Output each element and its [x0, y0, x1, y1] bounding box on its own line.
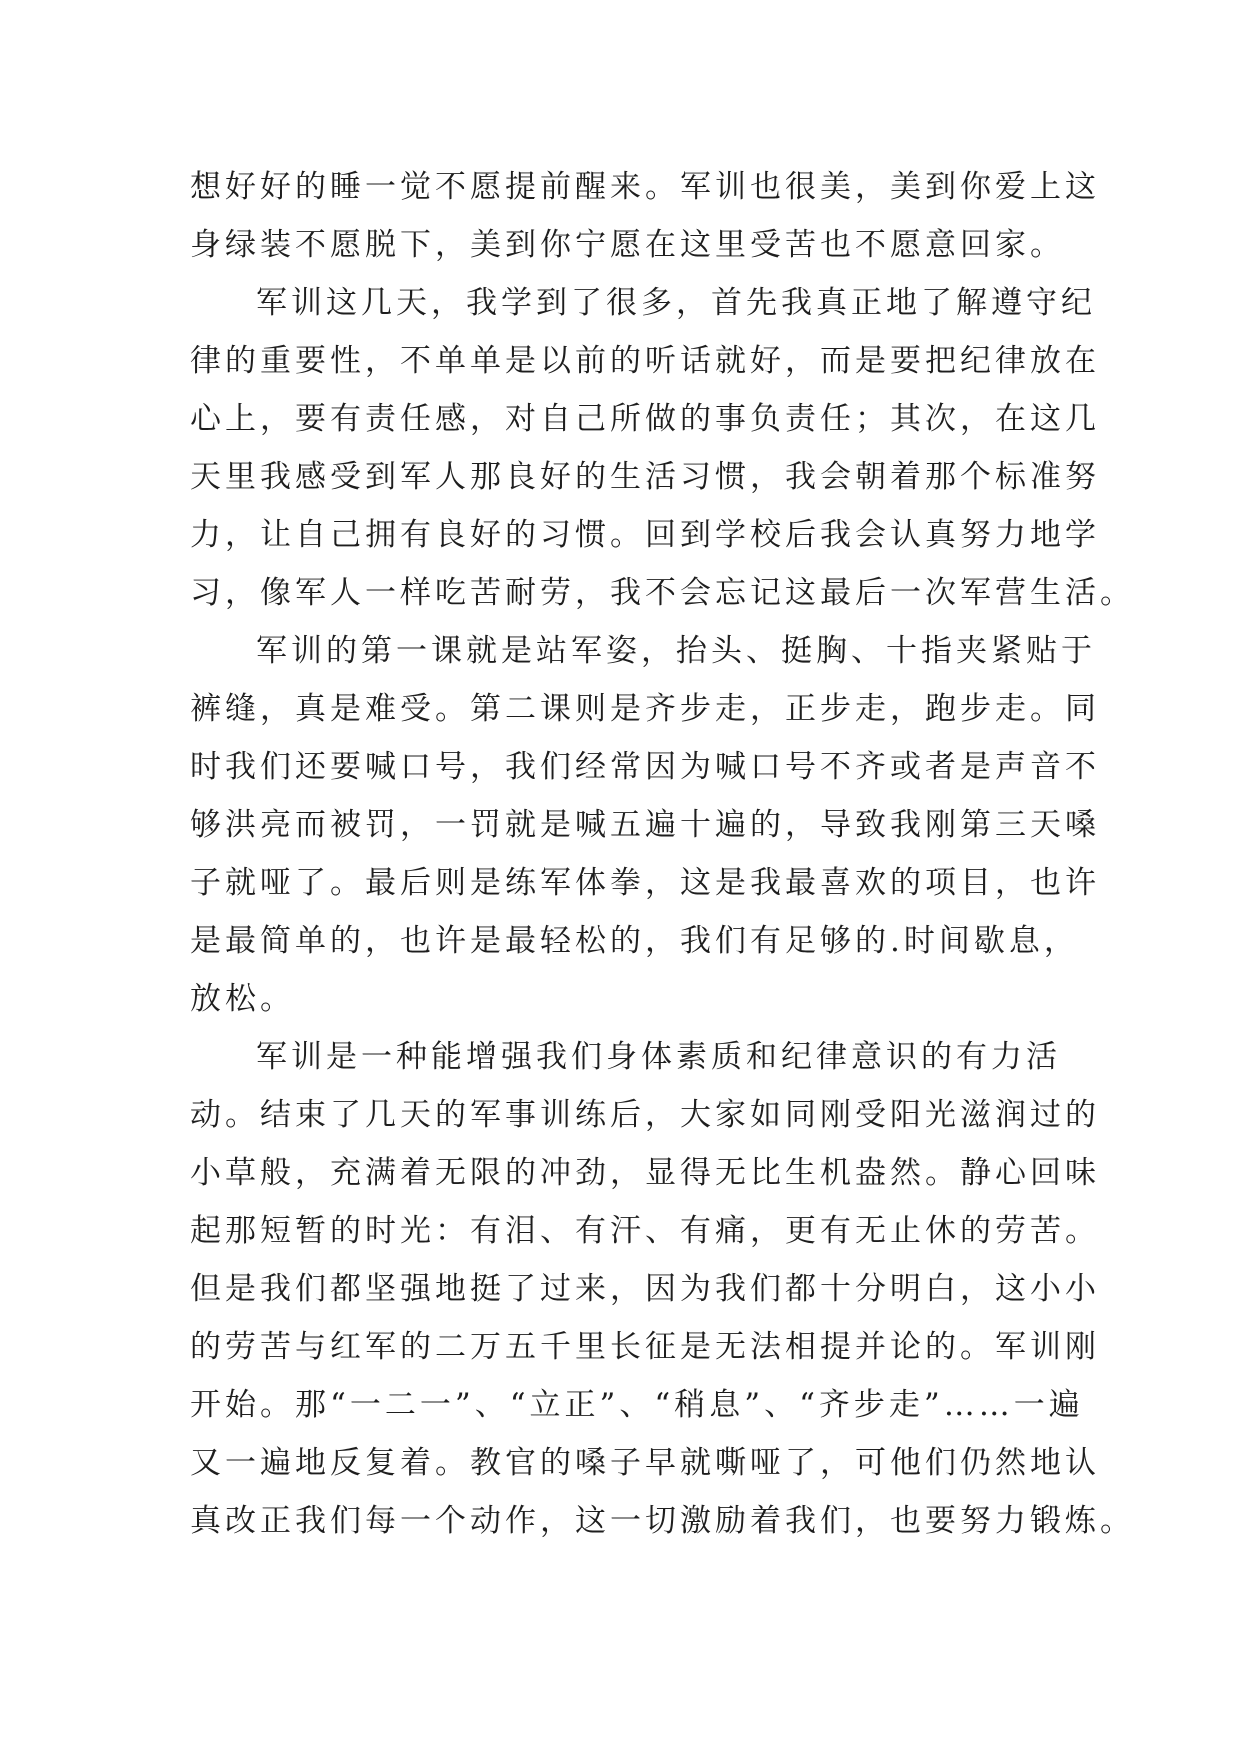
text-line: 力，让自己拥有良好的习惯。回到学校后我会认真努力地学	[190, 517, 1100, 553]
text-line: 裤缝，真是难受。第二课则是齐步走，正步走，跑步走。同	[190, 691, 1100, 727]
text-line: 是最简单的，也许是最轻松的，我们有足够的.时间歇息，	[190, 923, 1079, 959]
text-line: 的劳苦与红军的二万五千里长征是无法相提并论的。军训刚	[190, 1329, 1100, 1365]
text-line: 律的重要性，不单单是以前的听话就好，而是要把纪律放在	[190, 343, 1100, 379]
text-line: 习，像军人一样吃苦耐劳，我不会忘记这最后一次军营生活。	[190, 575, 1135, 611]
paragraph-first-line: 军训的第一课就是站军姿，抬头、挺胸、十指夹紧贴于	[256, 633, 1096, 669]
text-line: 开始。那“一二一”、“立正”、“稍息”、“齐步走”……一遍	[190, 1387, 1084, 1423]
text-line: 时我们还要喊口号，我们经常因为喊口号不齐或者是声音不	[190, 749, 1100, 785]
text-line: 但是我们都坚强地挺了过来，因为我们都十分明白，这小小	[190, 1271, 1100, 1307]
text-line: 小草般，充满着无限的冲劲，显得无比生机盎然。静心回味	[190, 1155, 1100, 1191]
text-line: 真改正我们每一个动作，这一切激励着我们，也要努力锻炼。	[190, 1503, 1135, 1539]
text-line: 心上，要有责任感，对自己所做的事负责任；其次，在这几	[190, 401, 1100, 437]
paragraph-first-line: 军训这几天，我学到了很多，首先我真正地了解遵守纪	[256, 285, 1096, 321]
paragraph-first-line: 军训是一种能增强我们身体素质和纪律意识的有力活	[256, 1039, 1061, 1075]
text-line: 天里我感受到军人那良好的生活习惯，我会朝着那个标准努	[190, 459, 1100, 495]
text-line: 放松。	[190, 981, 295, 1017]
text-line: 子就哑了。最后则是练军体拳，这是我最喜欢的项目，也许	[190, 865, 1100, 901]
text-line: 动。结束了几天的军事训练后，大家如同刚受阳光滋润过的	[190, 1097, 1100, 1133]
text-line: 想好好的睡一觉不愿提前醒来。军训也很美，美到你爱上这	[190, 169, 1100, 205]
text-line: 起那短暂的时光：有泪、有汗、有痛，更有无止休的劳苦。	[190, 1213, 1100, 1249]
text-line: 又一遍地反复着。教官的嗓子早就嘶哑了，可他们仍然地认	[190, 1445, 1100, 1481]
text-line: 身绿装不愿脱下，美到你宁愿在这里受苦也不愿意回家。	[190, 227, 1065, 263]
text-line: 够洪亮而被罚，一罚就是喊五遍十遍的，导致我刚第三天嗓	[190, 807, 1100, 843]
